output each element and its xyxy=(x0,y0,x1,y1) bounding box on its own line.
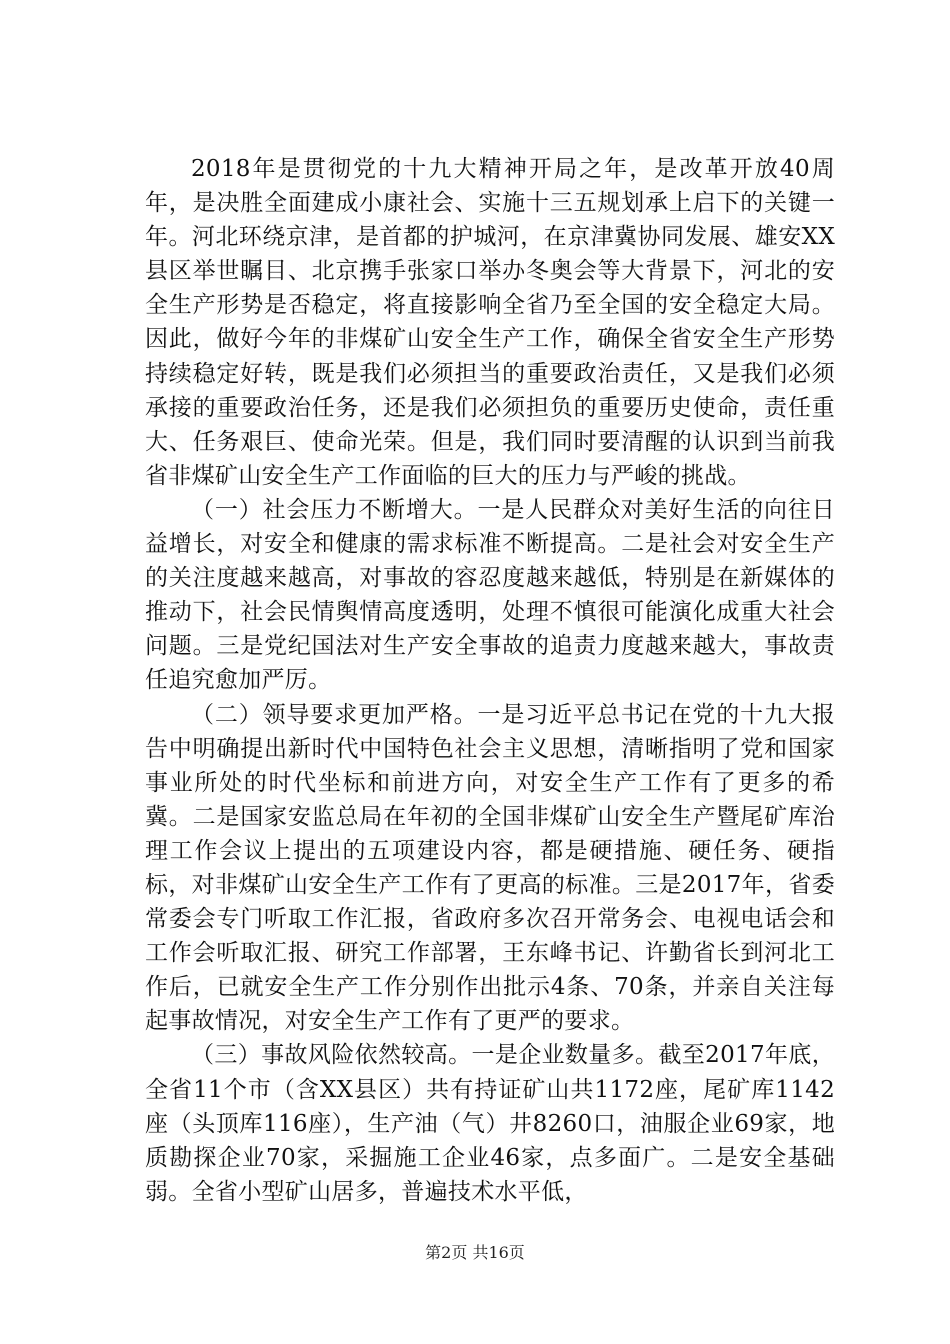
document-body xyxy=(145,152,835,1209)
paragraph-leadership-requirements: （二）领导要求更加严格。一是习近平总书记在党的十九大报告中明确提出新时代中国特色社会主义思想，清晰指明了党和国家事业所处的时代坐标和前进方向，对安全生产工作有了更多的希冀。二是国家安监总局在年初的全国非煤矿山安全生产暨尾矿库治理工作会议上提出的五项建设内容，都是硬措施、硬任务、硬指标，对非煤矿山安全生产工作有了更高的标准。三是2017年，省委常委会专门听取工作汇报，省政府多次召开常务会、电视电话会和工作会听取汇报、研究工作部署，王东峰书记、许勤省长到河北工作后，已就安全生产工作分别作出批示4条、70条，并亲自关注每起事故情况，对安全生产工作有了更严的要求。 xyxy=(145,701,835,1035)
paragraph-intro: 2018年是贯彻党的十九大精神开局之年，是改革开放40周年，是决胜全面建成小康社会、实施十三五规划承上启下的关键一年。河北环绕京津，是首都的护城河，在京津冀协同发展、雄安XX县区举世瞩目、北京携手张家口举办冬奥会等大背景下，河北的安全生产形势是否稳定，将直接影响全省乃至全国的安全稳定大局。因此，做好今年的非煤矿山安全生产工作，确保全省安全生产形势持续稳定好转，既是我们必须担当的重要政治责任，又是我们必须承接的重要政治任务，还是我们必须担负的重要历史使命，责任重大、任务艰巨、使命光荣。但是，我们同时要清醒的认识到当前我省非煤矿山安全生产工作面临的巨大的压力与严峻的挑战。 xyxy=(145,156,835,489)
paragraph-social-pressure: （一）社会压力不断增大。一是人民群众对美好生活的向往日益增长，对安全和健康的需求标准不断提高。二是社会对安全生产的关注度越来越高，对事故的容忍度越来越低，特别是在新媒体的推动下，社会民情舆情高度透明，处理不慎很可能演化成重大社会问题。三是党纪国法对生产安全事故的追责力度越来越大，事故责任追究愈加严厉。 xyxy=(145,496,835,694)
page-footer: 第2页 共16页 xyxy=(425,1243,525,1262)
paragraph-accident-risk: （三）事故风险依然较高。一是企业数量多。截至2017年底，全省11个市（含XX县区）共有持证矿山共1172座，尾矿库1142座（头顶库116座），生产油（气）井8260口，油服企业69家，地质勘探企业70家，采掘施工企业46家，点多面广。二是安全基础弱。全省小型矿山居多，普遍技术水平低， xyxy=(145,1042,835,1205)
